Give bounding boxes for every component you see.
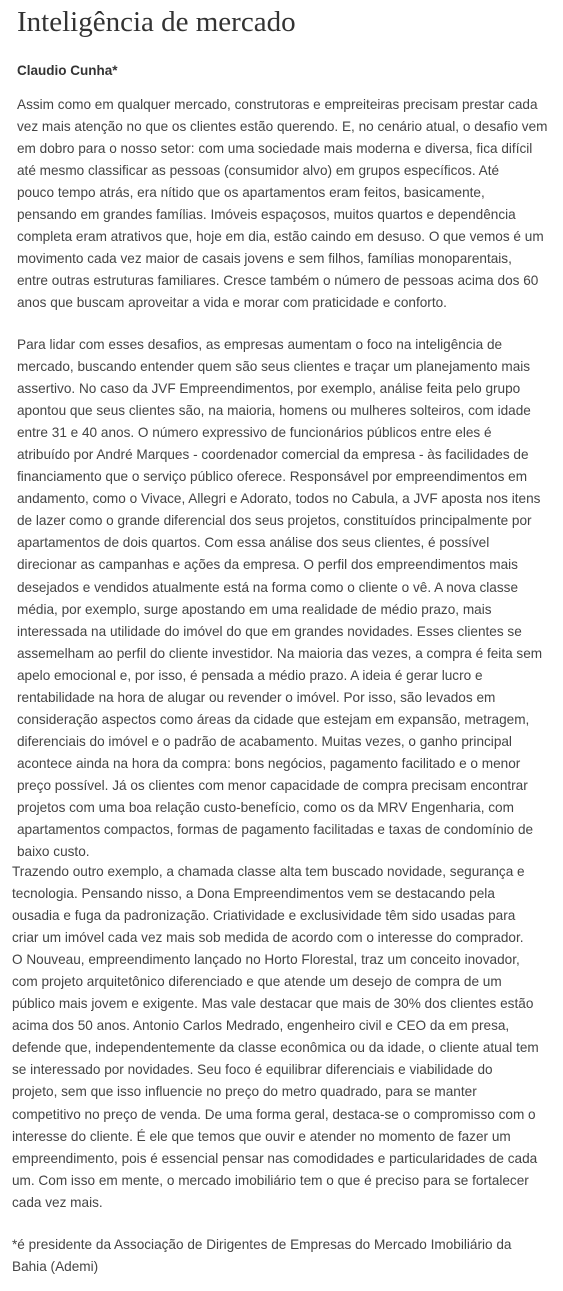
paragraph-line: atribuído por André Marques - coordenador comercial da empresa - às facilidades de bbox=[17, 447, 529, 463]
paragraph-line: apartamentos compactos, formas de pagamento facilitadas e taxas de condomínio de bbox=[17, 822, 534, 838]
paragraph-line: movimento cada vez maior de casais jovens e sem filhos, famílias monoparentais, bbox=[17, 251, 512, 267]
paragraph-line: empreendimento, pois é essencial pensar nas comodidades e particularidades de cada bbox=[12, 1150, 538, 1166]
paragraph-line: se interessado por novidades. Seu foco é equilibrar diferenciais e viabilidade do bbox=[12, 1062, 493, 1078]
paragraph-line: ousadia e fuga da padronização. Criatividade e exclusividade têm sido usadas para bbox=[12, 908, 516, 924]
paragraph-line: assemelham ao perfil do cliente investidor. Na maioria das vezes, a compra é feita sem bbox=[17, 645, 543, 661]
paragraph-line: de lazer como o grande diferencial dos seus projetos, constituídos principalmente por bbox=[17, 513, 532, 529]
paragraph-line: cada vez mais. bbox=[12, 1194, 103, 1210]
paragraph-line: andamento, como o Vivace, Allegri e Adorato, todos no Cabula, a JVF aposta nos itens bbox=[17, 491, 541, 507]
paragraph-line: apelo emocional e, por isso, é pensada a médio prazo. A ideia é gerar lucro e bbox=[17, 667, 483, 683]
paragraph-line: mercado, buscando entender quem são seus clientes e traçar um planejamento mais bbox=[17, 359, 531, 375]
paragraph-line: criar um imóvel cada vez mais sob medida de acordo com o interesse do comprador. bbox=[12, 930, 524, 946]
paragraph-line: pouco tempo atrás, era nítido que os apartamentos eram feitos, basicamente, bbox=[17, 185, 485, 201]
paragraph-line: competitivo no preço de venda. De uma forma geral, destaca-se o compromisso com o bbox=[12, 1106, 536, 1122]
paragraph-line: anos que buscam aproveitar a vida e morar com praticidade e conforto. bbox=[17, 295, 447, 311]
paragraph-line: rentabilidade na hora de alugar ou revender o imóvel. Por isso, são levados em bbox=[17, 689, 496, 705]
paragraph-line: Para lidar com esses desafios, as empresas aumentam o foco na inteligência de bbox=[17, 337, 503, 352]
paragraph-line: acontece ainda na hora da compra: bons negócios, pagamento facilitado e o menor bbox=[17, 755, 521, 771]
paragraph-line: direcionar as campanhas e ações da empresa. O perfil dos empreendimentos mais bbox=[17, 557, 518, 573]
paragraph-line: projeto, sem que isso influencie no preço do metro quadrado, para se manter bbox=[12, 1084, 477, 1100]
paragraph-line: Assim como em qualquer mercado, construtoras e empreiteiras precisam prestar cada bbox=[17, 97, 538, 112]
paragraph-line: com projeto arquitetônico diferenciado e que atende um desejo de compra de um bbox=[12, 974, 502, 990]
author-footnote bbox=[12, 1234, 511, 1278]
paragraph-line: pensando em grandes famílias. Imóveis espaçosos, muitos quartos e dependência bbox=[17, 207, 516, 223]
article-author: Claudio Cunha* bbox=[17, 63, 118, 78]
paragraph-line: completa eram atrativos que, hoje em dia, estão caindo em desuso. O que vemos é um bbox=[17, 229, 544, 245]
paragraph-line: assertivo. No caso da JVF Empreendimentos, por exemplo, análise feita pelo grupo bbox=[17, 381, 521, 397]
paragraph-intro bbox=[17, 94, 548, 314]
paragraph-line: O Nouveau, empreendimento lançado no Horto Florestal, traz um conceito inovador, bbox=[12, 952, 520, 968]
paragraph-line: baixo custo. bbox=[17, 844, 90, 860]
paragraph-line: financiamento que o serviço público oferece. Responsável por empreendimentos em bbox=[17, 469, 528, 485]
paragraph-line: entre outras estruturas familiares. Cresce também o número de pessoas acima dos 60 bbox=[17, 273, 539, 289]
paragraph-line: tecnologia. Pensando nisso, a Dona Empreendimentos vem se destacando pela bbox=[12, 886, 495, 902]
paragraph-line: consideração aspectos como áreas da cidade que estejam em expansão, metragem, bbox=[17, 711, 530, 727]
paragraph-line: público mais jovem e exigente. Mas vale destacar que mais de 30% dos clientes estão bbox=[12, 996, 534, 1012]
paragraph-line: Trazendo outro exemplo, a chamada classe alta tem buscado novidade, segurança e bbox=[12, 864, 525, 879]
paragraph-line: apontou que seus clientes são, na maioria, homens ou mulheres solteiros, com idade bbox=[17, 403, 531, 419]
paragraph-line: diferenciais do imóvel e o padrão de acabamento. Muitas vezes, o ganho principal bbox=[17, 733, 512, 749]
paragraph-line: apartamentos de dois quartos. Com essa análise dos seus clientes, é possível bbox=[17, 535, 490, 551]
paragraph-line: média, por exemplo, surge apostando em uma realidade de médio prazo, mais bbox=[17, 601, 492, 617]
paragraph-line: em dobro para o nosso setor: com uma sociedade mais moderna e diversa, fica difícil bbox=[17, 141, 533, 157]
paragraph-line: preço possível. Já os clientes com menor capacidade de compra precisam encontrar bbox=[17, 777, 528, 793]
paragraph-line: desejados e vendidos atualmente está na forma como o cliente o vê. A nova classe bbox=[17, 579, 519, 595]
paragraph-line: *é presidente da Associação de Dirigentes de Empresas do Mercado Imobiliário da bbox=[12, 1237, 512, 1252]
paragraph-line: projetos com uma boa relação custo-benefício, como os da MRV Engenharia, com bbox=[17, 799, 514, 815]
paragraph-line: vez mais atenção no que os clientes estão querendo. E, no cenário atual, o desafio vem bbox=[17, 119, 548, 135]
paragraph-market-intelligence bbox=[17, 334, 542, 863]
paragraph-line: interessada na utilidade do imóvel do que em grandes novidades. Esses clientes se bbox=[17, 623, 522, 639]
article-title: Inteligência de mercado bbox=[17, 6, 296, 38]
paragraph-line: defende que, independentemente da classe econômica ou da idade, o cliente atual tem bbox=[12, 1040, 539, 1056]
paragraph-line: entre 31 e 40 anos. O número expressivo de funcionários públicos entre eles é bbox=[17, 425, 492, 441]
paragraph-line: interesse do cliente. É ele que temos que ouvir e atender no momento de fazer um bbox=[12, 1128, 511, 1144]
paragraph-upper-class bbox=[12, 861, 539, 1214]
paragraph-line: acima dos 50 anos. Antonio Carlos Medrado, engenheiro civil e CEO da em presa, bbox=[12, 1018, 510, 1034]
paragraph-line: até mesmo classificar as pessoas (consumidor alvo) em grupos específicos. Até bbox=[17, 163, 500, 179]
paragraph-line: Bahia (Ademi) bbox=[12, 1259, 99, 1275]
paragraph-line: um. Com isso em mente, o mercado imobiliário tem o que é preciso para se fortalecer bbox=[12, 1172, 529, 1188]
